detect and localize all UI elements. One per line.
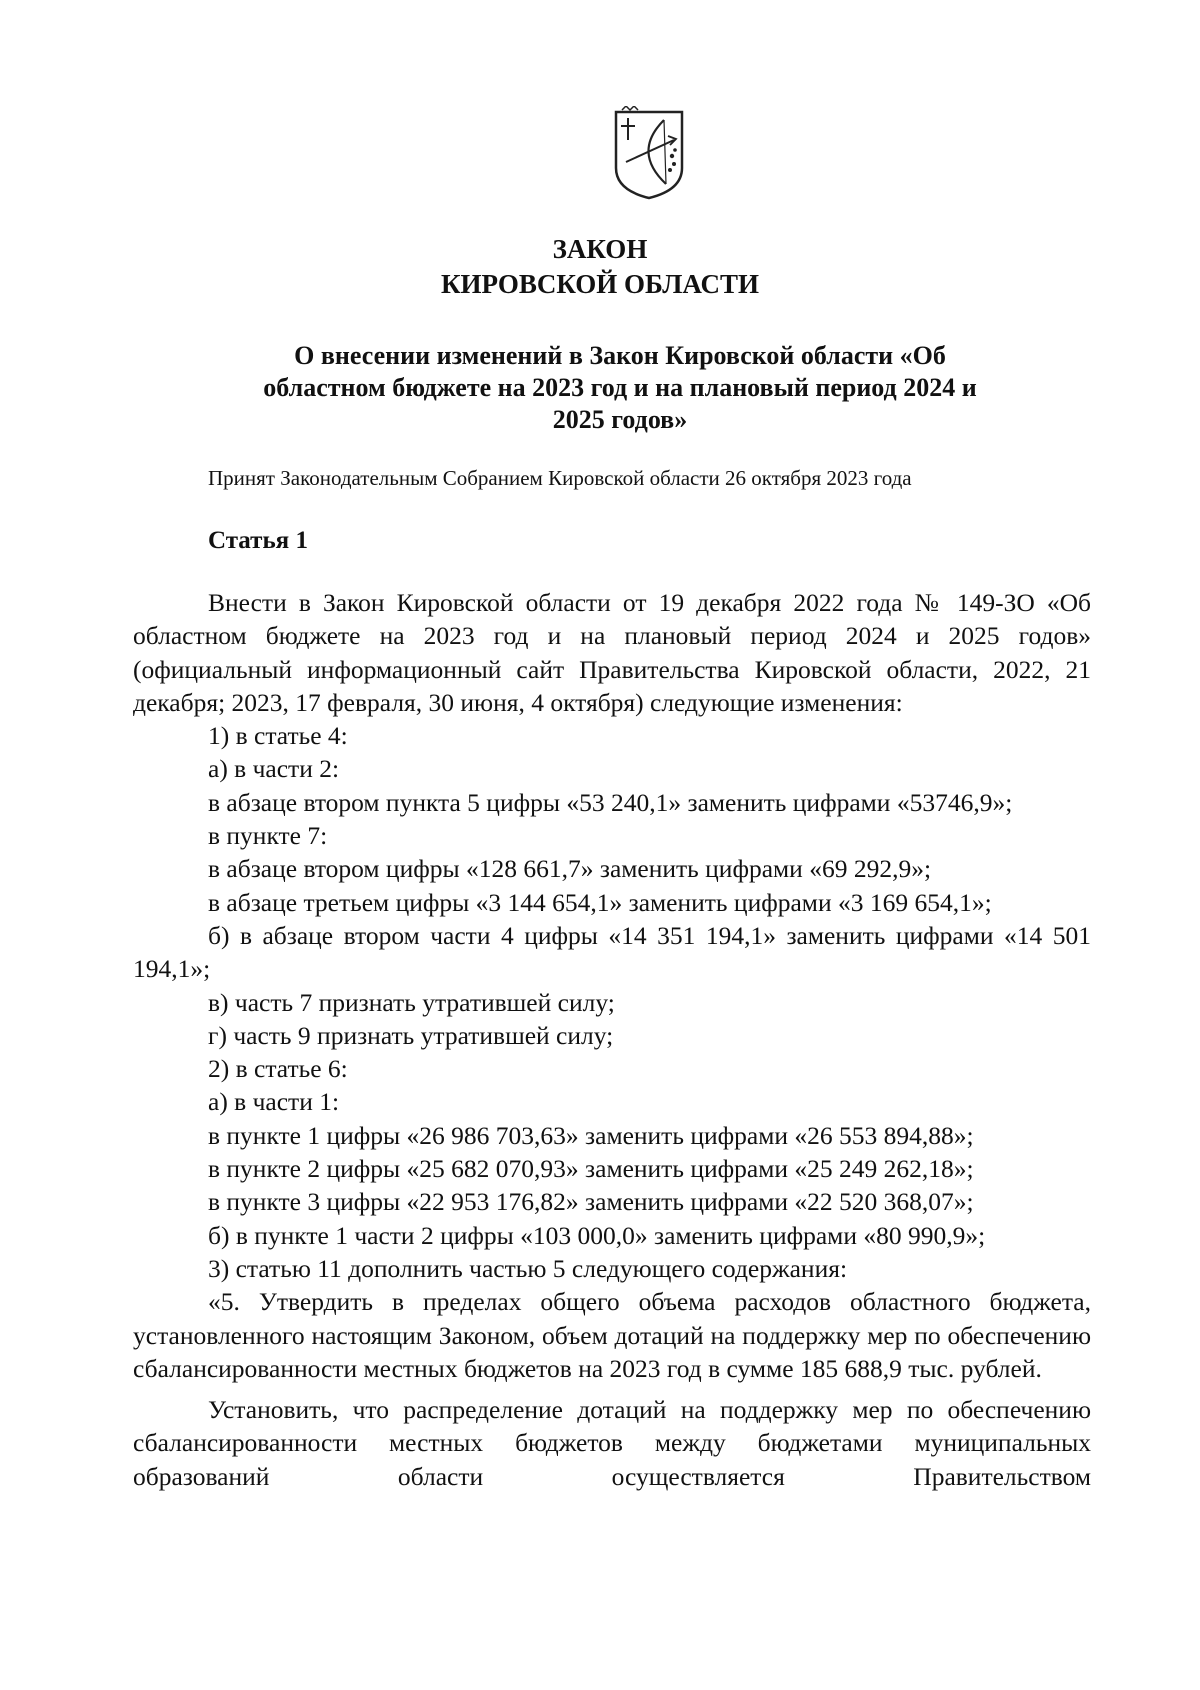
coat-of-arms-icon [612, 106, 686, 202]
quoted-paragraph: «5. Утвердить в пределах общего объема расходов областного бюджета, установленного настоящим Законом, объем дотаций на поддержку мер по обеспечению сбалансированности местных бюджетов на 2023 год в сумме 185 688,9 тыс. рублей. [133, 1287, 1091, 1383]
intro-paragraph: Внести в Закон Кировской области от 19 декабря 2022 года № 149-ЗО «Об областном бюджете на 2023 год и на плановый период 2024 и 2025 годов» (официальный информационный сайт Правительства Кировской области, 2022, 21 декабря; 2023, 17 февраля, 30 июня, 4 октября) следующие изменения: [133, 588, 1091, 717]
list-item: б) в абзаце втором части 4 цифры «14 351 194,1» заменить цифрами «14 501 194,1»; [133, 920, 1091, 984]
article-heading: Статья 1 [208, 527, 308, 554]
list-item: б) в пункте 1 части 2 цифры «103 000,0» заменить цифрами «80 990,9»; [208, 1220, 986, 1250]
list-item: в пункте 1 цифры «26 986 703,63» заменить цифрами «26 553 894,88»; [208, 1120, 974, 1150]
adoption-note: Принят Законодательным Собранием Кировской области 26 октября 2023 года [208, 466, 912, 490]
list-item: а) в части 2: [208, 754, 340, 784]
list-item: 2) в статье 6: [208, 1054, 348, 1084]
law-region-title: КИРОВСКОЙ ОБЛАСТИ [440, 269, 760, 299]
list-item: в абзаце третьем цифры «3 144 654,1» заменить цифрами «3 169 654,1»; [208, 887, 992, 917]
list-item: г) часть 9 признать утратившей силу; [208, 1020, 614, 1050]
list-item: в абзаце втором цифры «128 661,7» заменить цифрами «69 292,9»; [208, 854, 932, 884]
list-item: а) в части 1: [208, 1087, 340, 1117]
list-item: в) часть 7 признать утратившей силу; [208, 987, 615, 1017]
list-item: в пункте 3 цифры «22 953 176,82» заменить цифрами «22 520 368,07»; [208, 1187, 974, 1217]
list-item: в абзаце втором пункта 5 цифры «53 240,1» заменить цифрами «53746,9»; [208, 787, 1013, 817]
law-subtitle: О внесении изменений в Закон Кировской области «Об областном бюджете на 2023 год и на плановый период 2024 и 2025 годов» [263, 341, 977, 434]
list-item: в пункте 7: [208, 821, 328, 851]
list-item: 3) статью 11 дополнить частью 5 следующего содержания: [208, 1253, 848, 1283]
quoted-paragraph: Установить, что распределение дотаций на поддержку мер по обеспечению сбалансированности местных бюджетов между бюджетами муниципальных образований области осуществляется Правительством [133, 1395, 1091, 1491]
list-item: 1) в статье 4: [208, 721, 348, 751]
article-body [133, 586, 1091, 1493]
list-item: в пункте 2 цифры «25 682 070,93» заменить цифрами «25 249 262,18»; [208, 1154, 974, 1184]
law-title: ЗАКОН [552, 234, 648, 264]
